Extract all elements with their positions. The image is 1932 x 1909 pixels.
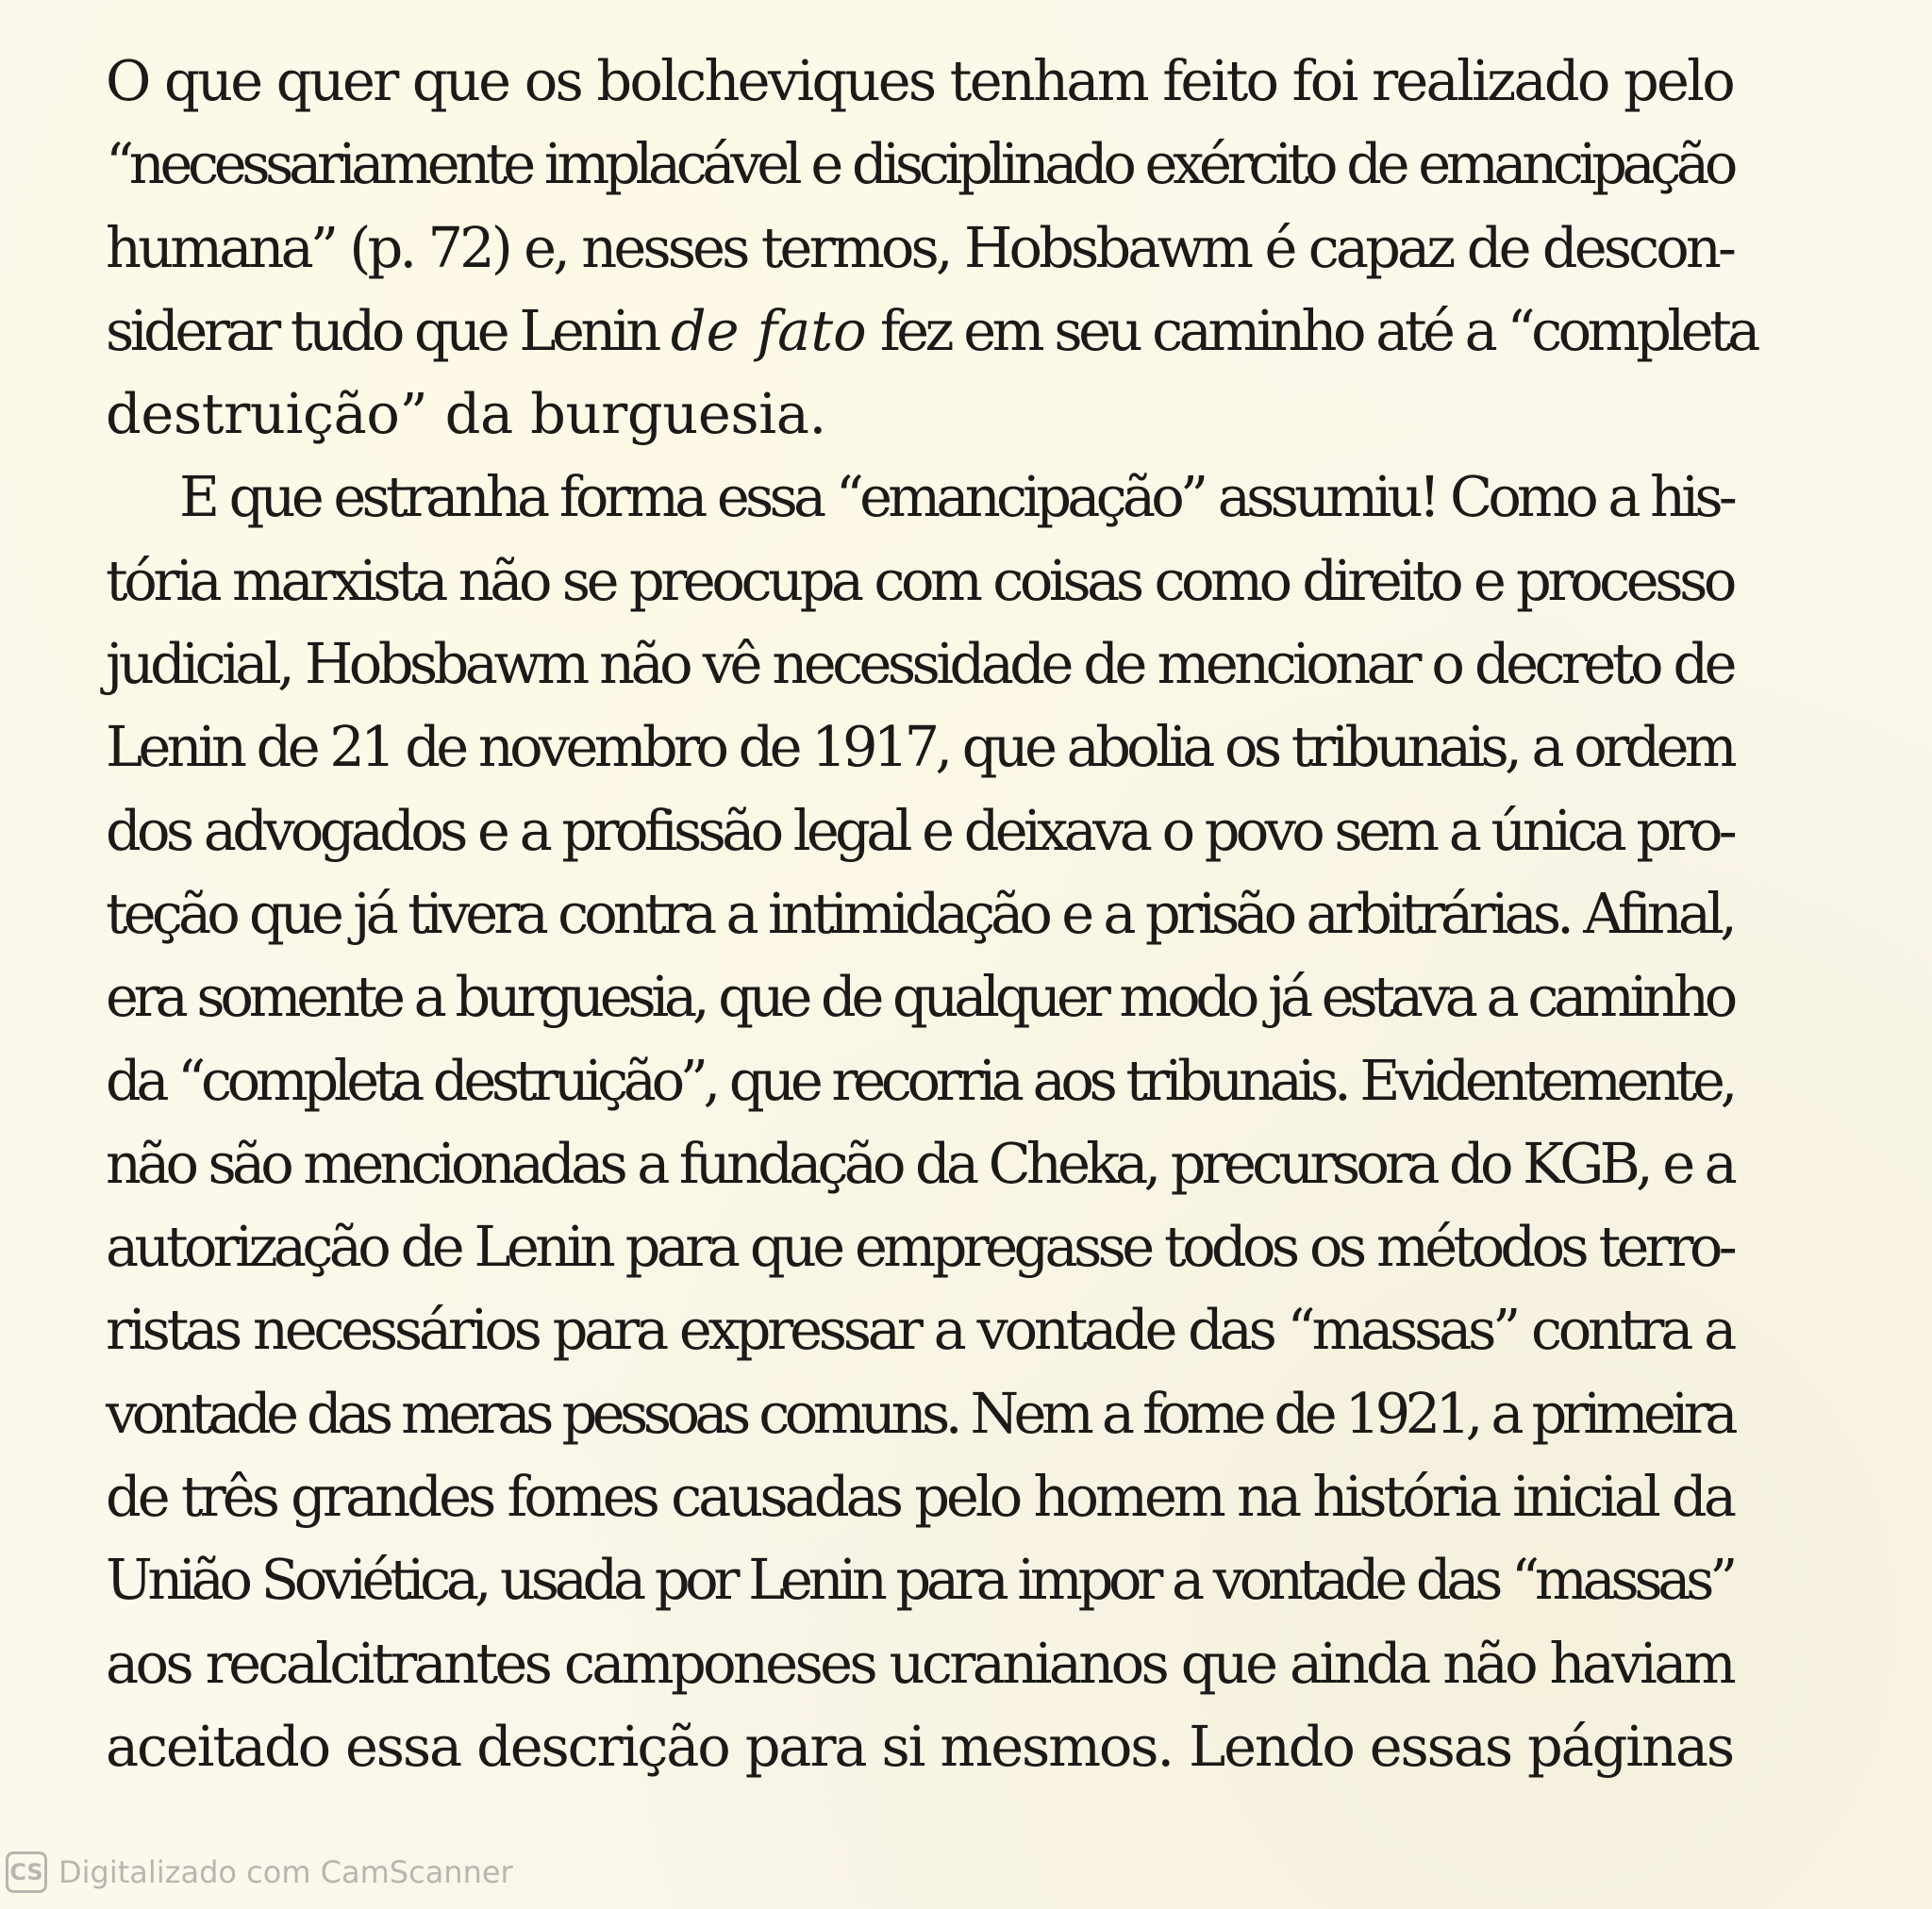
text-line-4 (106, 290, 1757, 373)
camscanner-logo-icon: CS (6, 1851, 47, 1893)
text-line-11: teção que já tivera contra a intimidação e a prisão arbitrárias. Afinal, (106, 880, 1733, 946)
text-line-17: vontade das meras pessoas comuns. Nem a fome de 1921, a primeira (106, 1380, 1733, 1446)
text-line-5: destruição” da burguesia. (106, 381, 826, 447)
body-text (106, 40, 1757, 1788)
text-line-16: ristas necessários para expressar a vontade das “massas” contra a (106, 1297, 1733, 1363)
text-line-2: “necessariamente implacável e disciplinado exército de emancipação (106, 131, 1733, 197)
text-line-19: União Soviética, usada por Lenin para impor a vontade das “massas” (106, 1547, 1733, 1613)
italic-de-fato: de fato (670, 297, 867, 363)
text-line-20: aos recalcitrantes camponeses ucranianos que ainda não haviam (106, 1630, 1733, 1696)
text-line-4-start: siderar tudo que Lenin (106, 297, 671, 363)
camscanner-watermark (6, 1849, 513, 1896)
text-line-7: tória marxista não se preocupa com coisas como direito e processo (106, 547, 1733, 613)
watermark-text: Digitalizado com CamScanner (58, 1854, 513, 1890)
text-line-18: de três grandes fomes causadas pelo homem na história inicial da (106, 1464, 1733, 1530)
text-line-1: O que quer que os bolcheviques tenham feito foi realizado pelo (106, 48, 1733, 113)
text-line-3: humana” (p. 72) e, nesses termos, Hobsbawm é capaz de descon- (106, 214, 1733, 280)
text-line-6: E que estranha forma essa “emancipação” assumiu! Como a his- (179, 464, 1733, 530)
text-line-9: Lenin de 21 de novembro de 1917, que abolia os tribunais, a ordem (106, 714, 1733, 780)
text-line-12: era somente a burguesia, que de qualquer modo já estava a caminho (106, 964, 1733, 1030)
text-line-14: não são mencionadas a fundação da Cheka, precursora do KGB, e a (106, 1130, 1733, 1196)
text-line-4-end: fez em seu caminho até a “completa (866, 297, 1757, 363)
text-line-13: da “completa destruição”, que recorria aos tribunais. Evidentemente, (106, 1047, 1733, 1113)
text-line-10: dos advogados e a profissão legal e deixava o povo sem a única pro- (106, 797, 1733, 863)
text-line-15: autorização de Lenin para que empregasse todos os métodos terro- (106, 1214, 1733, 1280)
text-line-8: judicial, Hobsbawm não vê necessidade de mencionar o decreto de (106, 631, 1733, 697)
text-line-21: aceitado essa descrição para si mesmos. Lendo essas páginas (106, 1713, 1733, 1779)
